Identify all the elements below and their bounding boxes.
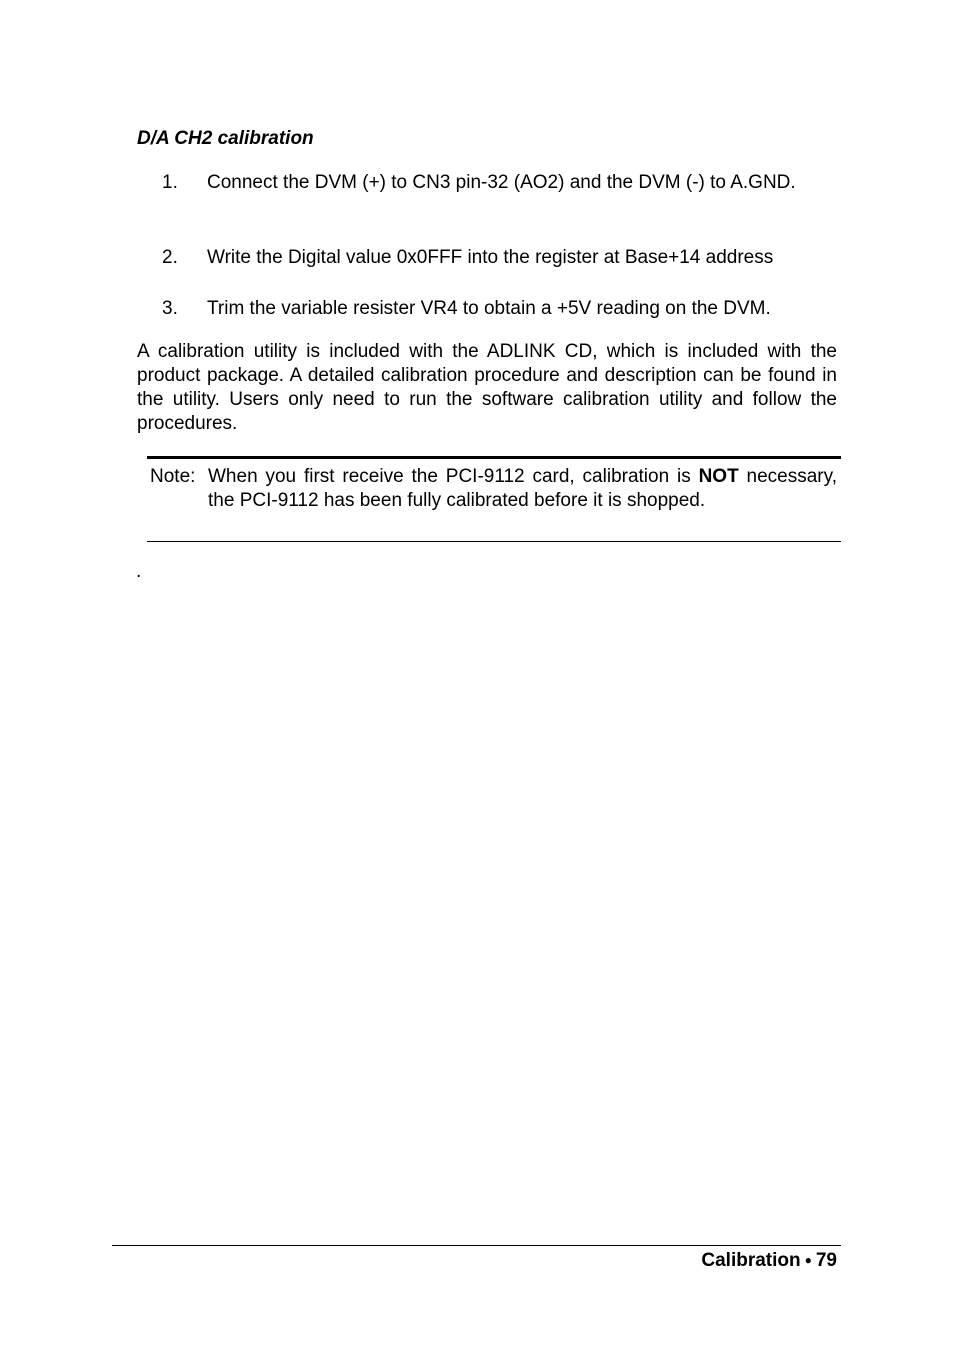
note-label: Note: xyxy=(150,466,196,487)
list-item xyxy=(162,297,837,321)
note-text-after: necessary, the PCI-9112 has been fully calibrated before it is shopped. xyxy=(208,466,837,511)
note-box xyxy=(147,456,841,542)
list-item-text: Connect the DVM (+) to CN3 pin-32 (AO2) and the DVM (-) to A.GND. xyxy=(207,172,796,193)
list-item-text: Trim the variable resister VR4 to obtain a +5V reading on the DVM. xyxy=(207,298,771,319)
list-item-number: 2. xyxy=(162,247,178,268)
stray-dot: . xyxy=(136,561,142,582)
footer-divider xyxy=(112,1245,841,1246)
list-item-text: Write the Digital value 0x0FFF into the register at Base+14 address xyxy=(207,247,774,268)
list-item-number: 3. xyxy=(162,298,178,319)
note-text-before: When you first receive the PCI-9112 card, calibration is xyxy=(208,466,699,487)
section-heading: D/A CH2 calibration xyxy=(137,128,314,149)
list-item-number: 1. xyxy=(162,172,178,193)
body-paragraph: A calibration utility is included with the ADLINK CD, which is included with the product package. A detailed calibration procedure and description can be found in the utility. Users only need to run the software calibration utility and follow the procedures. xyxy=(137,341,837,434)
list-item xyxy=(162,246,837,270)
page-footer xyxy=(701,1250,837,1272)
note-text xyxy=(208,465,837,513)
footer-section-title: Calibration xyxy=(701,1250,801,1271)
note-emphasis: NOT xyxy=(698,466,739,487)
bullet-icon: ● xyxy=(804,1253,812,1267)
page-number: 79 xyxy=(815,1250,837,1271)
list-item xyxy=(162,171,837,195)
